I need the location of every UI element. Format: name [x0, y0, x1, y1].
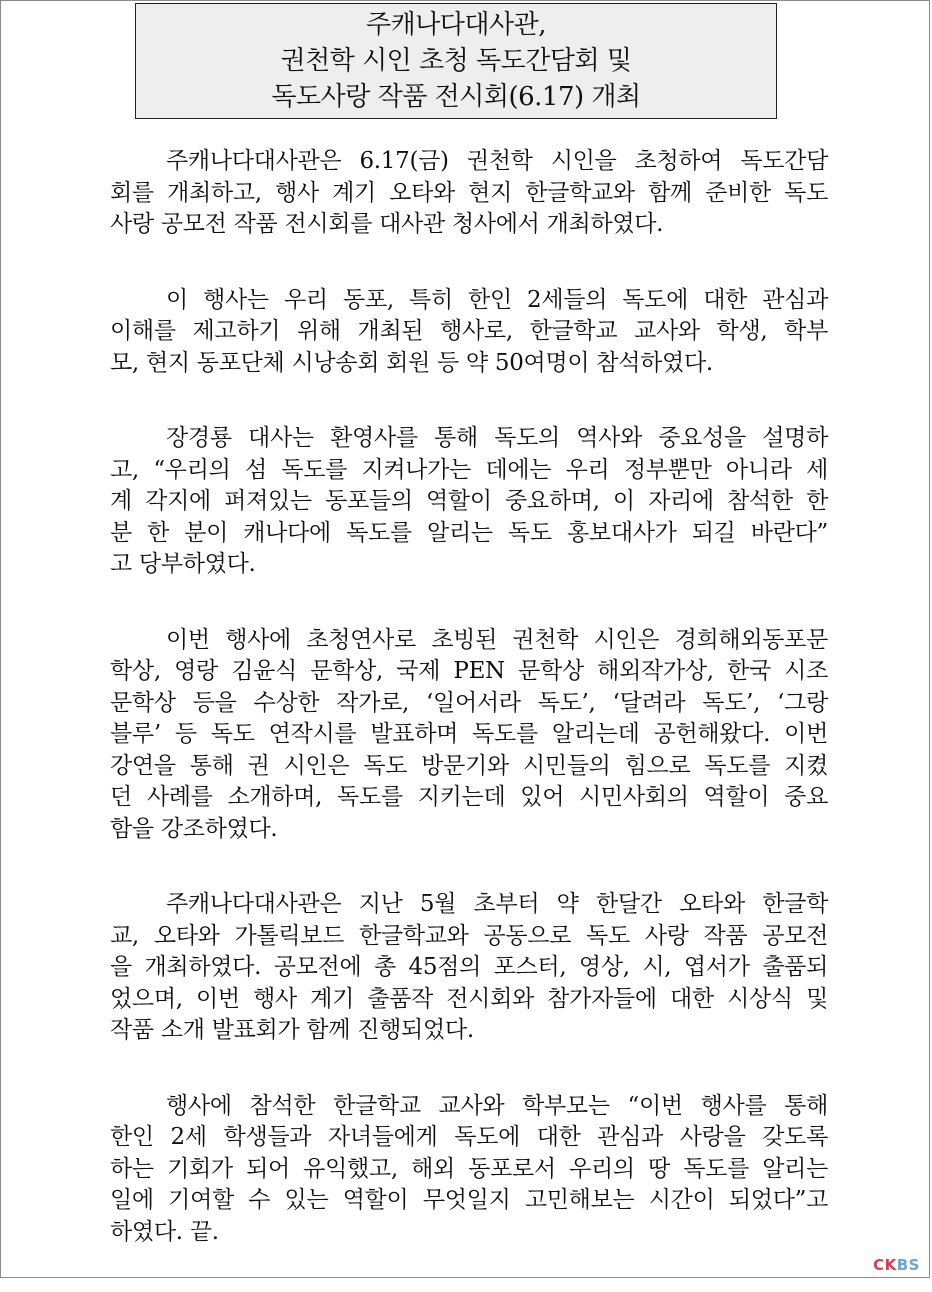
paragraph-line: 행사에 참석한 한글학교 교사와 학부모는 “이번 행사를 통해	[166, 1092, 828, 1119]
title-box	[135, 3, 777, 119]
paragraph-line: 사랑 공모전 작품 전시회를 대사관 청사에서 개최하였다.	[110, 211, 664, 237]
paragraph-line: 이번 행사에 초청연사로 초빙된 권천학 시인은 경희해외동포문	[166, 626, 828, 653]
paragraph-line: 모, 현지 동포단체 시낭송회 회원 등 약 50여명이 참석하였다.	[110, 349, 713, 376]
watermark-part-1: CK	[873, 1256, 897, 1274]
paragraph-4	[110, 625, 828, 846]
paragraph-2	[110, 285, 828, 380]
paragraph-line: 주캐나다대사관은 지난 5월 초부터 약 한달간 오타와 한글학	[166, 891, 828, 917]
paragraph-6	[110, 1091, 828, 1249]
paragraph-line: 던 사례를 소개하며, 독도를 지키는데 있어 시민사회의 역할이 중요	[110, 784, 828, 810]
paragraph-line: 회를 개최하고, 행사 계기 오타와 현지 한글학교와 함께 준비한 독도	[110, 179, 828, 206]
paragraph-line: 일에 기여할 수 있는 역할이 무엇일지 고민해보는 시간이 되었다”고	[110, 1187, 828, 1213]
paragraph-line: 학상, 영랑 김윤식 문학상, 국제 PEN 문학상 해외작가상, 한국 시조	[110, 658, 828, 684]
paragraph-line: 강연을 통해 권 시인은 독도 방문기와 시민들의 힘으로 독도를 지켰	[110, 752, 828, 779]
paragraph-line: 이 행사는 우리 동포, 특히 한인 2세들의 독도에 대한 관심과	[166, 286, 828, 313]
paragraph-line: 고, “우리의 섬 독도를 지켜나가는 데에는 우리 정부뿐만 아니라 세	[110, 456, 828, 483]
ckbs-watermark-logo	[873, 1256, 920, 1274]
paragraph-line: 이해를 제고하기 위해 개최된 행사로, 한글학교 교사와 학생, 학부	[110, 318, 828, 344]
paragraph-1	[110, 146, 828, 241]
title-line-2: 권천학 시인 초청 독도간담회 및	[280, 46, 632, 76]
paragraph-line: 문학상 등을 수상한 작가로, ‘일어서라 독도’, ‘달려라 독도’, ‘그랑	[110, 689, 828, 716]
paragraph-line: 블루’ 등 독도 연작시를 발표하며 독도를 알리는데 공헌해왔다. 이번	[110, 721, 828, 747]
paragraph-5	[110, 889, 828, 1047]
paragraph-line: 하는 기회가 되어 유익했고, 해외 동포로서 우리의 땅 독도를 알리는	[110, 1155, 828, 1182]
document-body	[110, 146, 828, 1292]
paragraph-line: 하였다. 끝.	[110, 1218, 219, 1245]
title-line-3: 독도사랑 작품 전시회(6.17) 개최	[271, 82, 641, 112]
paragraph-line: 함을 강조하였다.	[110, 815, 278, 842]
paragraph-line: 분 한 분이 캐나다에 독도를 알리는 독도 홍보대사가 되길 바란다”	[110, 519, 828, 546]
paragraph-line: 교, 오타와 가톨릭보드 한글학교와 공동으로 독도 사랑 작품 공모전	[110, 922, 828, 949]
paragraph-line: 고 당부하였다.	[110, 551, 256, 577]
paragraph-3	[110, 423, 828, 581]
paragraph-line: 었으며, 이번 행사 계기 출품작 전시회와 참가자들에 대한 시상식 및	[110, 985, 828, 1012]
paragraph-line: 주캐나다대사관은 6.17(금) 권천학 시인을 초청하여 독도간담	[166, 148, 828, 174]
paragraph-line: 계 각지에 퍼져있는 동포들의 역할이 중요하며, 이 자리에 참석한 한	[110, 488, 828, 514]
title-line-1: 주캐나다대사관,	[365, 10, 547, 40]
watermark-part-2: BS	[896, 1256, 920, 1274]
paragraph-line: 한인 2세 학생들과 자녀들에게 독도에 대한 관심과 사랑을 갖도록	[110, 1124, 828, 1150]
paragraph-line: 을 개최하였다. 공모전에 총 45점의 포스터, 영상, 시, 엽서가 출품되	[110, 954, 828, 980]
paragraph-line: 장경룡 대사는 환영사를 통해 독도의 역사와 중요성을 설명하	[166, 425, 828, 451]
paragraph-line: 작품 소개 발표회가 함께 진행되었다.	[110, 1017, 474, 1043]
